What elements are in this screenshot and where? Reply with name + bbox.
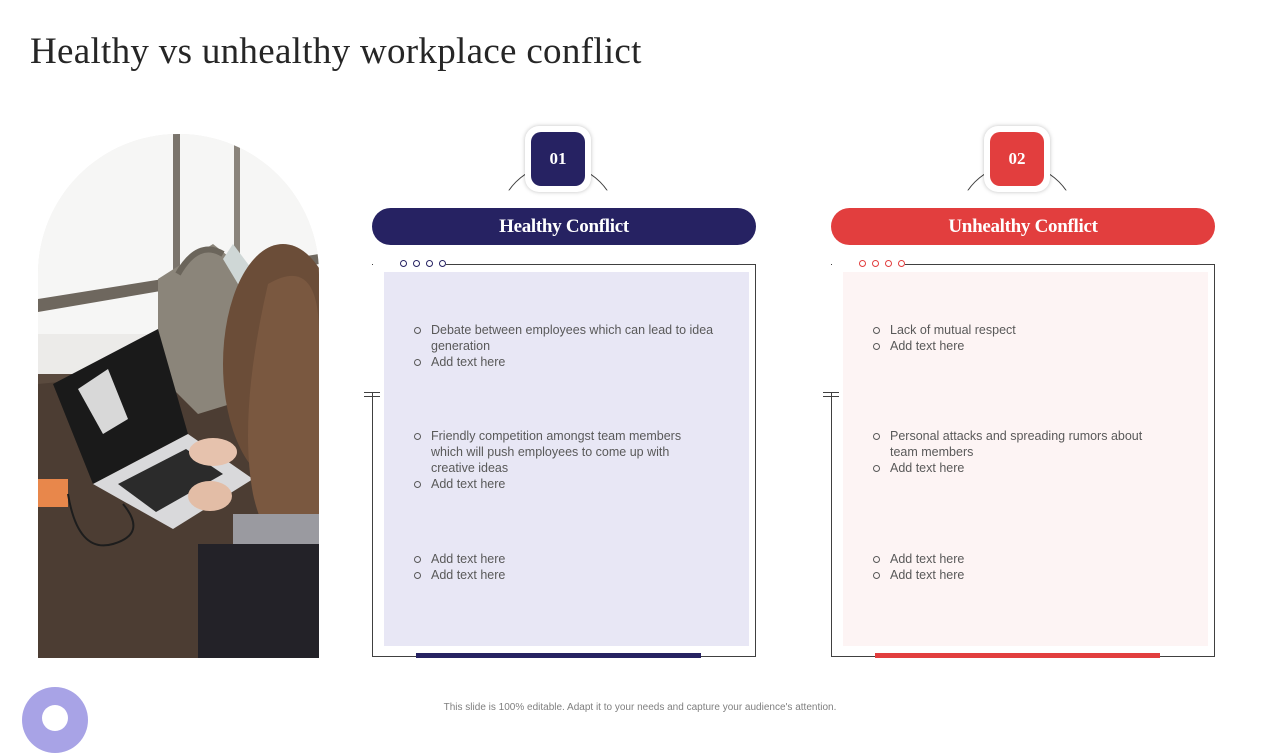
bullet-item: Add text here — [873, 551, 1173, 567]
number-badge-frame — [525, 126, 591, 192]
healthy-conflict-column — [372, 126, 756, 660]
dot-icon — [400, 260, 407, 267]
bullet-group — [414, 551, 714, 583]
bullet-group — [873, 551, 1173, 583]
dot-icon — [885, 260, 892, 267]
accent-bar — [416, 653, 701, 658]
dot-icon — [898, 260, 905, 267]
dot-icon — [439, 260, 446, 267]
bullet-item: Add text here — [414, 476, 714, 492]
number-badge: 01 — [531, 132, 585, 186]
slide-title: Healthy vs unhealthy workplace conflict — [30, 31, 642, 72]
content-panel — [384, 272, 749, 646]
bullet-item: Add text here — [414, 551, 714, 567]
frame-tick — [364, 396, 380, 397]
footer-note: This slide is 100% editable. Adapt it to your needs and capture your audience's attention. — [443, 702, 837, 713]
frame-tick — [823, 392, 839, 393]
unhealthy-conflict-column — [831, 126, 1215, 660]
bullet-item: Add text here — [414, 354, 714, 370]
content-panel — [843, 272, 1208, 646]
number-badge: 02 — [990, 132, 1044, 186]
column-heading: Unhealthy Conflict — [831, 208, 1215, 245]
bullet-item: Debate between employees which can lead to idea generation — [414, 322, 714, 354]
dot-icon — [426, 260, 433, 267]
bullet-item: Add text here — [873, 460, 1173, 476]
frame-top-line — [446, 264, 756, 265]
dot-icon — [859, 260, 866, 267]
frame-top-line — [905, 264, 1215, 265]
accent-bar — [875, 653, 1160, 658]
frame-tick — [823, 396, 839, 397]
bullet-group — [873, 428, 1173, 476]
dot-icon — [413, 260, 420, 267]
dot-icon — [872, 260, 879, 267]
number-badge-frame — [984, 126, 1050, 192]
bullet-group — [414, 322, 714, 370]
bullet-item: Add text here — [873, 338, 1173, 354]
bullet-group — [873, 322, 1173, 354]
bullet-item: Add text here — [414, 567, 714, 583]
bullet-item: Add text here — [873, 567, 1173, 583]
column-heading: Healthy Conflict — [372, 208, 756, 245]
woman-laptop-photo — [38, 134, 319, 658]
bullet-item: Lack of mutual respect — [873, 322, 1173, 338]
bullet-item: Friendly competition amongst team members which will push employees to come up with creative ideas — [414, 428, 714, 476]
bullet-group — [414, 428, 714, 492]
decorative-circle-icon — [22, 687, 88, 753]
frame-tick — [364, 392, 380, 393]
bullet-item: Personal attacks and spreading rumors about team members — [873, 428, 1173, 460]
